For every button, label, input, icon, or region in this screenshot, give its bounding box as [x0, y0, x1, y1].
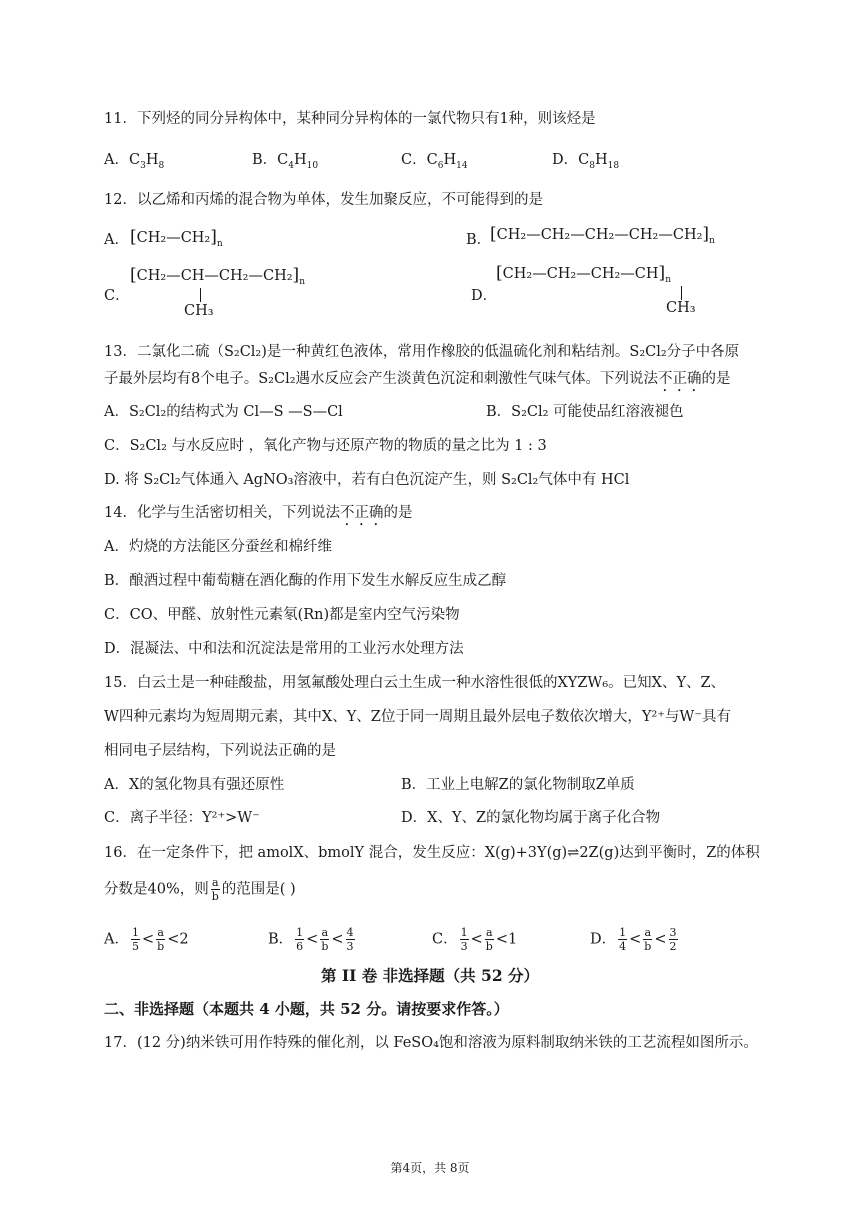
q14-option-a: A．灼烧的方法能区分蚕丝和棉纤维: [104, 539, 332, 555]
section-title: 第 II 卷 非选择题（共 52 分）: [320, 966, 540, 985]
q12-option-d-substituent: CH₃: [666, 300, 696, 316]
q12-stem: 12．以乙烯和丙烯的混合物为单体，发生加聚反应，不可能得到的是: [104, 192, 543, 208]
q12-option-d-formula: $[CH_2—CH_2—CH_2—CH]_n$: [496, 263, 671, 285]
q14-option-b: B．酿酒过程中葡萄糖在酒化酶的作用下发生水解反应生成乙醇: [104, 573, 507, 589]
q11-stem: 11．下列烃的同分异构体中，某种同分异构体的一氯代物只有1种，则该烃是: [104, 111, 596, 127]
q15-option-d: D．X、Y、Z的氯化物均属于离子化合物: [401, 810, 661, 826]
q12-option-d-bond: [681, 286, 682, 300]
q12-option-c-substituent: CH₃: [184, 303, 214, 319]
q14-option-d: D．混凝法、中和法和沉淀法是常用的工业污水处理方法: [104, 641, 464, 657]
q11-option-b: B．$C_4H_{10}$: [252, 152, 319, 171]
q15-option-a: A．X的氢化物具有强还原性: [104, 777, 285, 793]
q15-stem-line3: 相同电子层结构，下列说法正确的是: [104, 743, 336, 759]
q13-option-a: A．S₂Cl₂的结构式为 Cl—S —S—Cl: [104, 404, 343, 420]
q12-option-b-formula: $[CH_2—CH_2—CH_2—CH_2—CH_2]_n$: [490, 224, 715, 246]
q12-option-a-label: A．: [104, 232, 129, 248]
q16-stem-line2: 分数是40%，则 $\frac{a}{b}$ 的范围是( ): [104, 876, 296, 903]
q14-option-c: C．CO、甲醛、放射性元素氡(Rn)都是室内空气污染物: [104, 607, 460, 623]
q11-option-a: A．$C_3H_8$: [104, 152, 165, 171]
q11-option-c: C．$C_6H_{14}$: [401, 152, 468, 171]
page-footer: 第4页，共 8页: [390, 1161, 470, 1175]
q16-fraction-a-over-b: $\frac{a}{b}$: [211, 876, 219, 903]
q15-option-b: B．工业上电解Z的氯化物制取Z单质: [401, 777, 635, 793]
q13-option-c: C．S₂Cl₂ 与水反应时 ，氧化产物与还原产物的物质的量之比为 1 : 3: [104, 438, 547, 454]
q13-stem-line2: 子最外层均有8个电子。S₂Cl₂遇水反应会产生淡黄色沉淀和刺激性气味气体。下列说法不正确的是: [104, 371, 731, 387]
q13-option-b: B．S₂Cl₂ 可能使品红溶液褪色: [486, 404, 684, 420]
q12-option-b-label: B．: [466, 232, 492, 248]
q15-option-c: C．离子半径：Y²⁺>W⁻: [104, 810, 260, 826]
q16-option-d: D． $\frac{1}{4}$ < $\frac{a}{b}$ < $\frac{3}{2}$: [590, 926, 677, 953]
q14-stem: 14．化学与生活密切相关，下列说法不正确的是: [104, 505, 413, 521]
q16-option-b: B． $\frac{1}{6}$ < $\frac{a}{b}$ < $\frac{4}{3}$: [268, 926, 354, 953]
q12-option-a-formula: $[CH_2—CH_2]_n$: [130, 227, 223, 249]
q15-stem-line1: 15．白云土是一种硅酸盐，用氢氟酸处理白云土生成一种水溶性很低的XYZW₆。已知X、Y、Z、: [104, 675, 726, 691]
q16-stem-line1: 16．在一定条件下，把 amolX、bmolY 混合，发生反应：X(g)+3Y(g)⇌2Z(g)达到平衡时，Z的体积: [104, 845, 760, 861]
q13-option-d: D. 将 S₂Cl₂气体通入 AgNO₃溶液中，若有白色沉淀产生，则 S₂Cl₂气体中有 HCl: [104, 472, 630, 488]
q16-option-c: C． $\frac{1}{3}$ < $\frac{a}{b}$ <1: [432, 926, 518, 953]
part2-heading: 二、非选择题（本题共 4 小题，共 52 分。请按要求作答。）: [104, 1000, 509, 1018]
q12-option-c-label: C．: [104, 288, 130, 304]
q12-option-d-label: D．: [471, 288, 498, 304]
q12-option-c-bond: [200, 288, 201, 302]
q13-stem-line1: 13．二氯化二硫（S₂Cl₂)是一种黄红色液体，常用作橡胶的低温硫化剂和粘结剂。S₂Cl₂分子中各原: [104, 344, 740, 360]
q15-stem-line2: W四种元素均为短周期元素，其中X、Y、Z位于同一周期且最外层电子数依次增大，Y²⁺与W⁻具有: [104, 709, 731, 725]
q12-option-c-formula: $[CH_2—CH—CH_2—CH_2]_n$: [130, 265, 305, 287]
q17-stem: 17．(12 分)纳米铁可用作特殊的催化剂，以 FeSO₄饱和溶液为原料制取纳米铁的工艺流程如图所示。: [104, 1035, 758, 1051]
q16-option-a: A． $\frac{1}{5}$ < $\frac{a}{b}$ <2: [104, 926, 189, 953]
q11-option-d: D．$C_8H_{18}$: [552, 152, 620, 171]
